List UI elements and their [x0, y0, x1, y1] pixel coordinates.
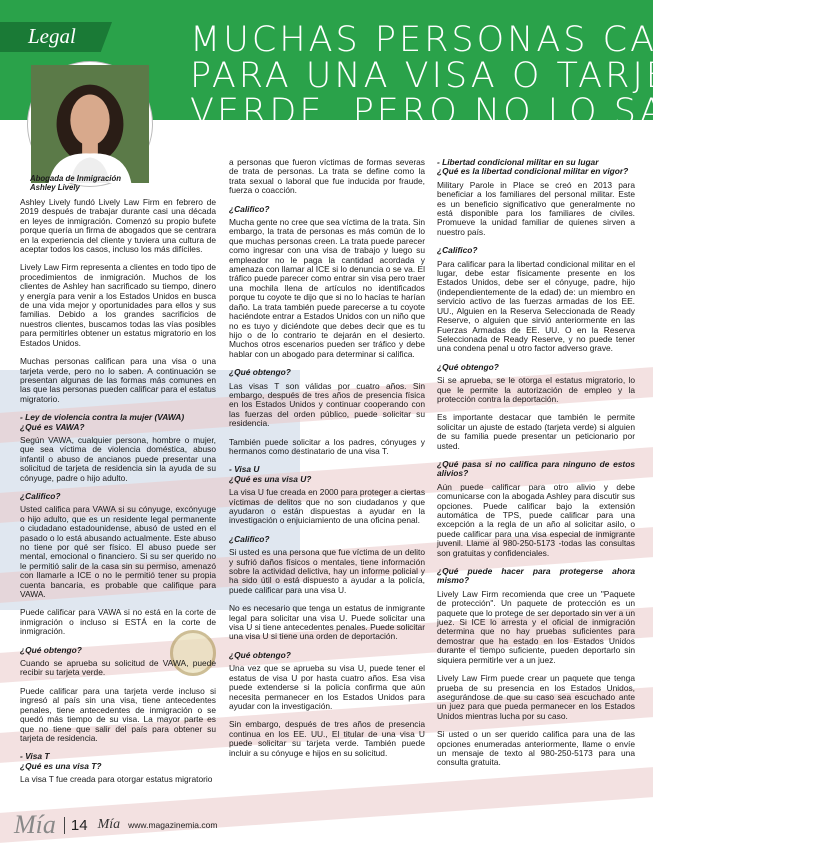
subheading: ¿Califico? — [437, 245, 478, 256]
paragraph: Military Parole in Place se creó en 2013 para beneficiar a los familiares del personal militar. Este es un beneficio significativo que generalmente no está disponible para los familiares de civiles. Promueve la unidad familiar de quienes sirven a nuestro país. — [437, 179, 635, 237]
caption-role: Abogada de Inmigración — [30, 174, 121, 183]
article-column-3 — [437, 158, 635, 777]
paragraph: Sin embargo, después de tres años de presencia continua en los EE. UU., El titular de una visa U puede solicitar su tarjeta verde. También puede incluir a su cónyuge e hijos en su solicitud. — [229, 719, 425, 758]
paragraph: Puede calificar para VAWA si no está en la corte de inmigración o incluso si ESTÁ en la corte de inmigración. — [20, 607, 216, 637]
subheading: ¿Califico? — [20, 490, 61, 501]
footer-website: www.magazinemia.com — [128, 820, 218, 830]
paragraph: Para calificar para la libertad condicional militar en el lugar, debe estar físicamente presente en los Estados Unidos, debe ser el cónyuge, padre, hijo (independientemente de la edad) de: un miembro en servicio activo de las fuerzas armadas de los EE. UU., Alguien en la Reserva Seleccionada de Ready Reserve, o alguien que sirvió anteriormente en las Fuerzas Armadas de EE. UU. O en la Reserva Seleccionada de Ready Reserve, y no puede tener una condena penal u otro factor adverso grave. — [437, 258, 635, 354]
paragraph: a personas que fueron víctimas de formas severas de trata de personas. La trata se define como la trata sexual o laboral que fue inducida por fraude, fuerza o coacción. — [229, 157, 425, 196]
paragraph: Lively Law Firm recomienda que cree un "Paquete de protección". Un paquete de protección es un paquete que lo protege de ser deportado sin ver a un juez. Si ICE lo arresta y el oficial de inmigración determina que no hay pruebas suficientes para demostrar que ha estado en los Estados Unidos durante el tiempo suficiente, pueden deportarlo sin siquiera permitirle ver a un juez. — [437, 588, 635, 665]
subheading: ¿Qué es una visa U? — [229, 473, 312, 484]
subheading: - Libertad condicional militar en su lugar — [437, 157, 599, 167]
subheading: ¿Qué obtengo? — [229, 649, 291, 660]
paragraph: Cuando se aprueba su solicitud de VAWA, puede recibir su tarjeta verde. — [20, 658, 216, 678]
subheading: ¿Qué puede hacer para protegerse ahora mismo? — [437, 566, 635, 586]
subheading: ¿Qué pasa si no califica para ninguno de estos alivios? — [437, 458, 635, 479]
caption-name: Ashley Lively — [30, 183, 80, 192]
paragraph: No es necesario que tenga un estatus de inmigrante legal para solicitar una visa U. Puede solicitar una visa U si tiene antecedentes penales. Puede solicitar una visa U si tiene una orden de deportación. — [229, 603, 425, 642]
paragraph: Si se aprueba, se le otorga el estatus migratorio, lo que le permite la autorización de empleo y la protección contra la deportación. — [437, 375, 635, 404]
paragraph: Lively Law Firm puede crear un paquete que tenga prueba de su presencia en los Estados Unidos, asegurándose de que su caso sea escuchado ante un juez para que pueda permanecer en los Estados Unidos mientras lucha por su caso. — [437, 673, 635, 721]
subheading: ¿Califico? — [229, 203, 270, 214]
subheading: ¿Qué obtengo? — [437, 361, 499, 372]
paragraph: Usted califica para VAWA si su cónyuge, excónyuge o hijo adulto, que es un residente legal permanente o ciudadano estadounidense, abusó de usted en el pasado o lo está abusando actualmente. Este abuso no tiene por qué ser físico. El abuso puede ser mental, emocional o financiero. Si su ser querido no le permitió salir de la casa sin su permiso, amenazó con llamarle a ICE o no le permitió tener su propia cuenta bancaria, es probable que califique para VAWA. — [20, 504, 216, 600]
headline-line: VERDE, PERO NO LO SABEN — [190, 92, 747, 132]
paragraph: La visa U fue creada en 2000 para proteger a ciertas víctimas de delitos que no son ciudadanos y que ayudaron o están dispuestas a ayudar en la investigación o enjuiciamiento de una oficina penal. — [229, 487, 426, 526]
paragraph: Mucha gente no cree que sea víctima de la trata. Sin embargo, la trata de personas es más común de lo que muchas personas creen. La trata puede parecer como ingresar con una visa de trabajo y luego su empleador no le paga la cantidad acordada y amenaza con llamar al ICE si lo denuncia o se va. El tráfico puede parecer como entrar sin visa pero traer una mochila llena de artículos no identificados porque tu coyote te dijo que si no lo hacías te harían daño. La trata también puede parecerse a tu coyote haciéndote entrar a Estados Unidos con un niño que no es tuyo y diciéndote que debes decir que es tu hijo o de lo contrario te dejarán en el desierto. Muchos otros escenarios pueden ser tráfico y debe hablar con un abogado para determinar si califica. — [229, 217, 425, 359]
subheading: ¿Qué es VAWA? — [20, 421, 85, 432]
subheading: - Visa T — [20, 751, 50, 762]
paragraph: La visa T fue creada para otorgar estatus migratorio — [20, 774, 213, 785]
footer-logo: Mía — [14, 810, 56, 839]
subheading: ¿Qué es una visa T? — [20, 760, 102, 771]
headline-line: MUCHAS PERSONAS CALIFICAN — [190, 20, 813, 60]
page-number: 14 — [64, 817, 88, 834]
subheading: ¿Qué obtengo? — [229, 367, 291, 378]
paragraph: También puede solicitar a los padres, cónyuges y hermanos como destinatario de una visa T. — [229, 436, 425, 456]
subheading: ¿Qué obtengo? — [20, 644, 82, 655]
page-footer — [14, 810, 217, 840]
author-portrait — [28, 62, 152, 186]
subheading: - Visa U — [229, 464, 260, 475]
paragraph: Lively Law Firm representa a clientes en todo tipo de procedimientos de inmigración. Muchos de los clientes de Ashley han sacrificado su tiempo, dinero y energía para venir a los Estados Unidos en busca de una vida mejor y oportunidades para ellos y sus familias. Debido a los grandes sacrificios de nuestros clientes, buscamos todas las vías posibles para permitirles obtener un estatus migratorio en los Estados Unidos. — [20, 262, 216, 348]
paragraph: Si usted es una persona que fue víctima de un delito y sufrió daños físicos o mentales, tiene información sobre la actividad delictiva, hay un informe policial y ha sido útil o está dispuesto a ayudar a la policía, puede calificar para una visa U. — [229, 547, 425, 595]
paragraph: Si usted o un ser querido califica para una de las opciones enumeradas anteriormente, llame o envíe un mensaje de texto al 980-250-5173 para una consulta gratuita. — [437, 729, 635, 768]
article-column-2 — [229, 158, 425, 767]
subheading: ¿Califico? — [229, 533, 270, 544]
subheading: - Ley de violencia contra la mujer (VAWA) — [20, 412, 185, 423]
paragraph: Una vez que se aprueba su visa U, puede tener el estatus de visa U por hasta cuatro años. Esa visa puede extenderse si la policía confirma que aún necesita permanecer en los Estados Unidos para ayudar con la investigación. — [229, 663, 425, 711]
paragraph: Según VAWA, cualquier persona, hombre o mujer, que sea víctima de violencia doméstica, abuso infantil o abuso de ancianos puede presentar una solicitud de tarjeta de residencia sin la ayuda de su cónyuge, padre o hijo adulto. — [20, 434, 216, 483]
article-column-1 — [20, 198, 216, 794]
paragraph: Aún puede calificar para otro alivio y debe comunicarse con la abogada Ashley para discutir sus opciones. Puede calificar bajo la extensión automática de TPS, puede calificar para una excepción a la regla de un año al solicitar asilo, o puede calificar para una visa especial de inmigrante juvenil. Llame al 980-250-5173 -todas las consultas son gratuitas y confidenciales. — [437, 481, 635, 558]
section-label: Legal — [28, 24, 76, 48]
paragraph: Es importante destacar que también le permite solicitar un ajuste de estado (tarjeta verde) si alguien de su familia puede presentar un peticionario por usted. — [437, 412, 635, 451]
paragraph: Ashley Lively fundó Lively Law Firm en febrero de 2019 después de trabajar durante casi una década en leyes de inmigración. Comenzó su propio bufete porque quería un firma de abogados que se centrara en la experiencia del cliente y tuviera una cultura de aceptar todos los casos, incluso los más difíciles. — [20, 197, 217, 255]
author-caption — [30, 174, 121, 192]
headline-line: PARA UNA VISA O TARJETA — [190, 56, 720, 96]
portrait-illustration — [31, 65, 149, 183]
paragraph: Muchas personas califican para una visa o una tarjeta verde, pero no lo saben. A continuación se presentan algunas de las formas más comunes en las que las personas pueden calificar para el estatus migratorio. — [20, 356, 216, 404]
subheading: ¿Qué es la libertad condicional militar en vigor? — [437, 166, 629, 177]
footer-brand: Mía — [97, 817, 121, 832]
paragraph: Puede calificar para una tarjeta verde incluso si ingresó al país sin una visa, tiene antecedentes penales, tiene antecedentes de inmigración o se quedó más tiempo de su visa. La mayor parte es que no tiene que salir del país para obtener su tarjeta de residencia. — [20, 685, 216, 743]
headline — [190, 20, 813, 132]
paragraph: Las visas T son válidas por cuatro años. Sin embargo, después de tres años de presencia física en los Estados Unidos y continuar cooperando con las fuerzas del orden público, puede solicitar su residencia. — [229, 380, 425, 429]
